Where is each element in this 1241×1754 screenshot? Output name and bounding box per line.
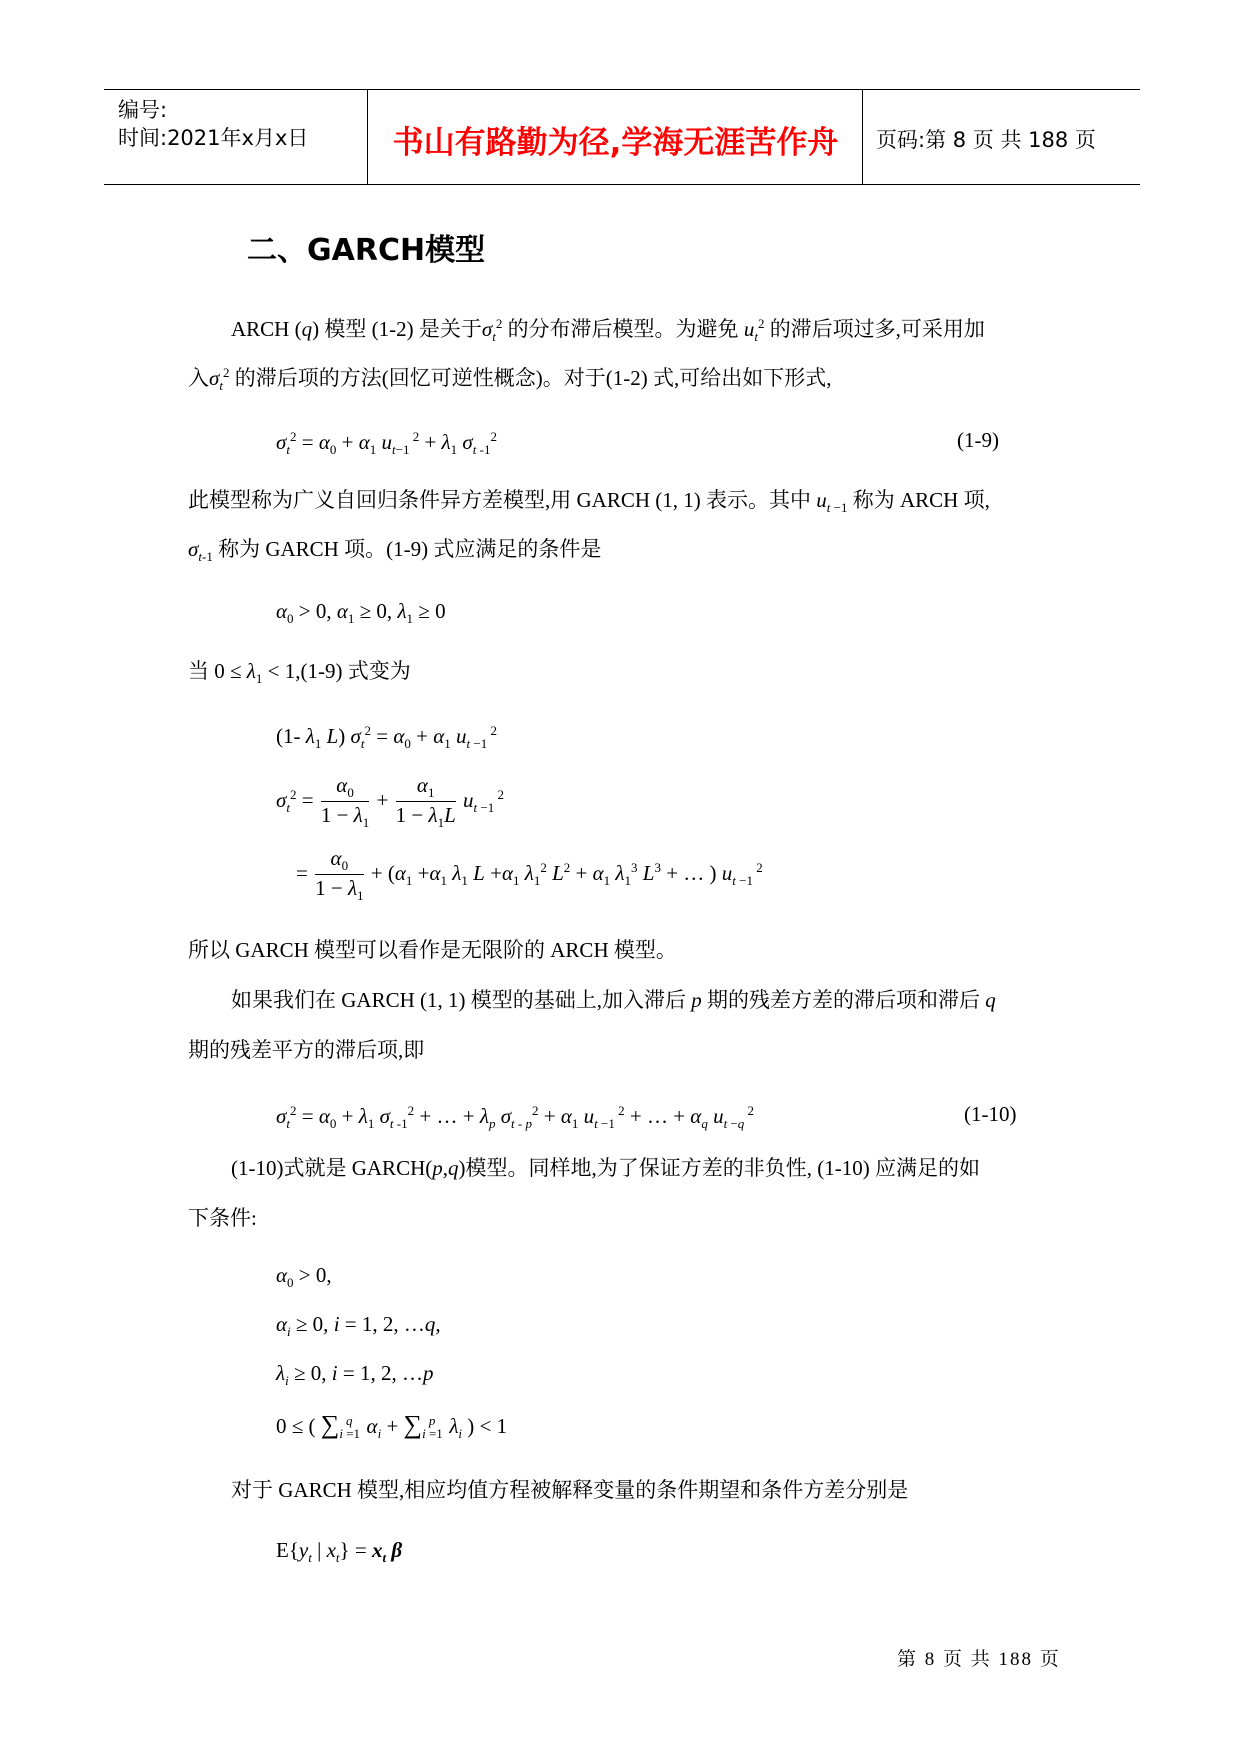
page-label: 页码:第 8 页 共 188 页 <box>876 128 1096 152</box>
paragraph-5a: 如果我们在 GARCH (1, 1) 模型的基础上,加入滞后 p 期的残差方差的滞后项和滞后 q <box>231 988 996 1012</box>
equation-conditional-mean: $E\{y_t$ | $x_t\} = x_t$ β <box>276 1538 403 1566</box>
document-header <box>104 89 1140 185</box>
paragraph-6b: 下条件: <box>188 1206 257 1230</box>
paragraph-3: 当 $0 \le \lambda_1 < 1,(1-9)$ 式变为 <box>188 659 411 687</box>
paragraph-4: 所以 GARCH 模型可以看作是无限阶的 ARCH 模型。 <box>188 938 677 962</box>
page-footer: 第 8 页 共 188 页 <box>897 1649 1061 1670</box>
condition-alpha0: $\alpha_0 > 0$, <box>276 1263 332 1291</box>
equation-fraction-form: $\sigma_t^2$ = $\frac{\alpha_0}{1 - \lambda_1}$ + $\frac{\alpha_1}{1 - \lambda_1L}$ $u_t$ $_{-1}$ $^2$ <box>276 773 504 831</box>
equation-expansion: = $\frac{\alpha_0}{1 - \lambda_1}$ + ($\alpha_1 +\alpha_1$ $\lambda_1$ $L +\alpha_1$ $\lambda_1^2$ $L^2 + \alpha_1$ $\lambda_1^3$ $L^3$ + … ) $u_t$ $_{-1}$ $^2$ <box>296 846 763 904</box>
section-title: 二、GARCH模型 <box>247 233 486 268</box>
equation-1-9: $\sigma_t^2 = \alpha_0 + \alpha_1$ $u_{t-1}$ $^2 + \lambda_1$ $\sigma_t$ $_{-1}^2$ <box>276 429 497 458</box>
equation-lag-form: (1- $\lambda_1$ L) $\sigma_t^2 = \alpha_0 + \alpha_1$ $u_t$ $_{-1}$ $^2$ <box>276 723 497 752</box>
header-info-cell <box>104 90 368 184</box>
motto: 书山有路勤为径,学海无涯苦作舟 <box>392 125 839 161</box>
condition-lambda-i: $\lambda_i \ge 0$, i = 1, 2, …p <box>276 1361 434 1389</box>
paragraph-6a: (1-10)式就是 GARCH(p,q)模型。同样地,为了保证方差的非负性, (1-10) 应满足的如 <box>231 1156 980 1180</box>
header-motto-cell <box>369 90 863 184</box>
header-page-cell <box>864 90 1140 184</box>
paragraph-1a: ARCH (q) 模型 (1-2) 是关于$\sigma_t^2$ 的分布滞后模型。为避免 $u_t^2$ 的滞后项过多,可采用加 <box>231 316 985 345</box>
paragraph-7: 对于 GARCH 模型,相应均值方程被解释变量的条件期望和条件方差分别是 <box>231 1478 909 1502</box>
condition-1-9: $\alpha_0 > 0$, $\alpha_1 \ge 0$, $\lambda_1 \ge 0$ <box>276 599 446 627</box>
condition-sum: 0 ≤ ( $\sum_{i =1}^q$ $\alpha_i + \sum_{i =1}^p$ $\lambda_i$ ) < 1 <box>276 1410 508 1442</box>
equation-1-10: $\sigma_t^2 = \alpha_0 + \lambda_1$ $\sigma_t$ $_{-1}^2$ + … + $\lambda_p$ $\sigma_t$ $_{- p}^2 + \alpha_1$ $u_t$ $_{-1}$ $^2$ + … + $\alpha_q$ $u_t$ $_{-q}$ $^2$ <box>276 1103 755 1132</box>
serial-label: 编号: <box>118 98 168 122</box>
paragraph-1b: 入$\sigma_t^2$ 的滞后项的方法(回忆可逆性概念)。对于(1-2) 式,可给出如下形式, <box>188 365 832 394</box>
paragraph-5b: 期的残差平方的滞后项,即 <box>188 1038 425 1062</box>
condition-alpha-i: $\alpha_i \ge 0$, i = 1, 2, …q, <box>276 1312 441 1340</box>
paragraph-2a: 此模型称为广义自回归条件异方差模型,用 GARCH (1, 1) 表示。其中 $u_t$ $_{-1}$ 称为 ARCH 项, <box>188 488 990 516</box>
equation-number-1-9: (1-9) <box>957 428 999 452</box>
paragraph-2b: $\sigma_{t-1}$ 称为 GARCH 项。(1-9) 式应满足的条件是 <box>188 537 602 565</box>
equation-number-1-10: (1-10) <box>964 1102 1017 1126</box>
time-label: 时间:2021年x月x日 <box>118 126 309 150</box>
